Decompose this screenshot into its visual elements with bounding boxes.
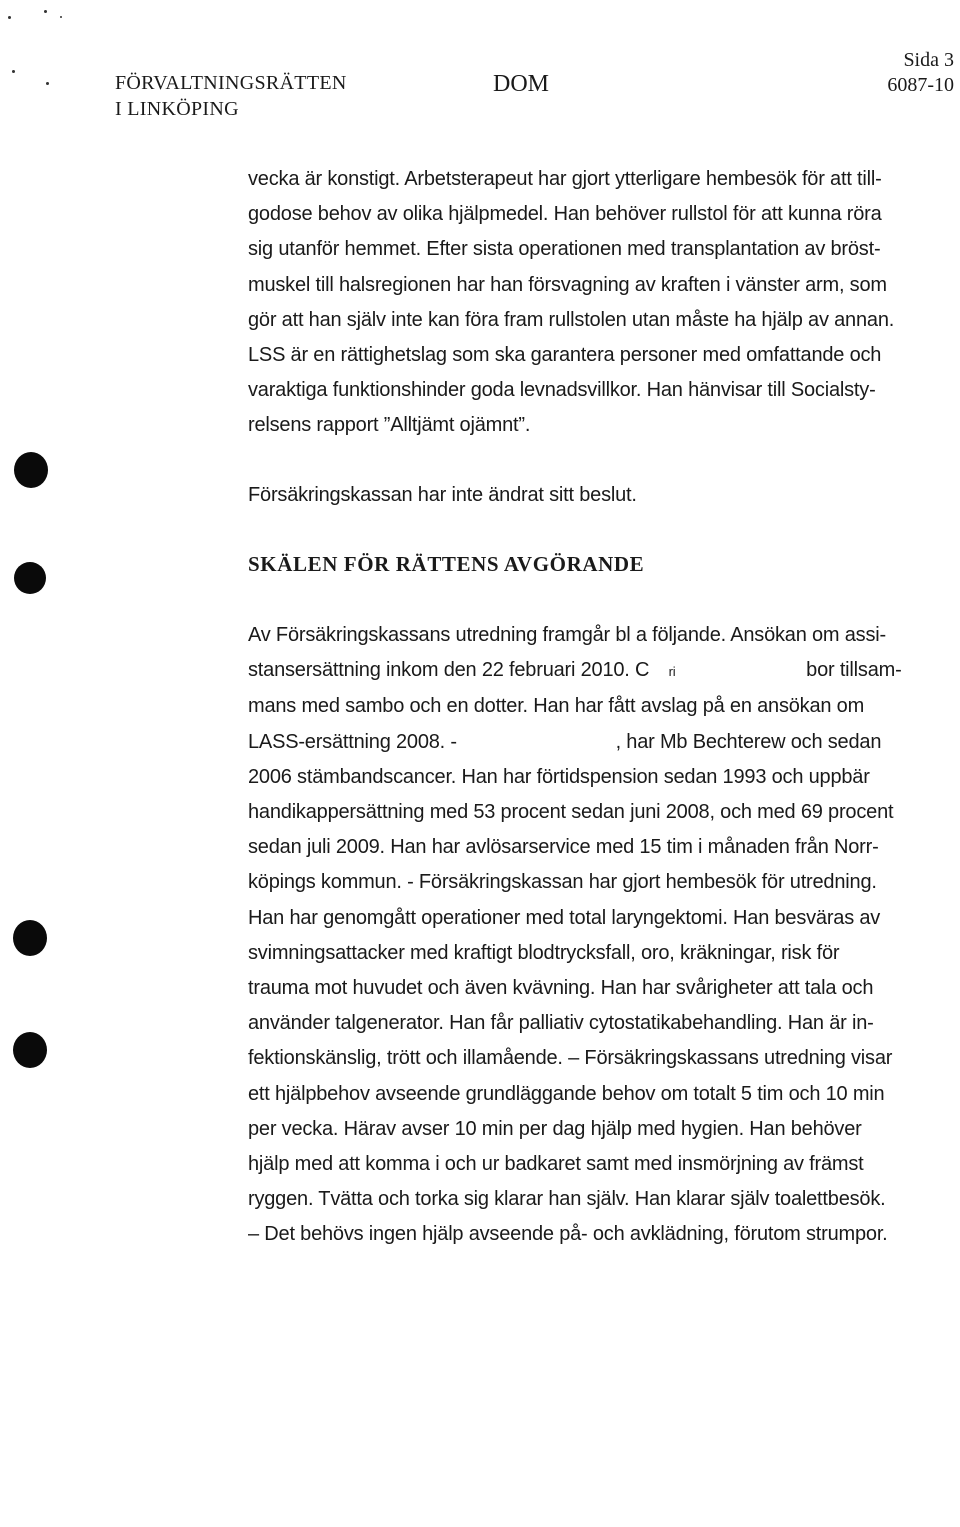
text-line: fektionskänslig, trött och illamående. – Försäkringskassans utredning visar bbox=[248, 1047, 893, 1070]
text-line: vecka är konstigt. Arbetsterapeut har gjort ytterligare hembesök för att till- bbox=[248, 168, 882, 190]
document-type: DOM bbox=[493, 71, 550, 97]
text-line: muskel till halsregionen har han försvagning av kraften i vänster arm, som bbox=[248, 273, 887, 296]
paragraph-2 bbox=[248, 478, 873, 513]
text-line: godose behov av olika hjälpmedel. Han behöver rullstol för att kunna röra bbox=[248, 203, 882, 226]
text-line: sig utanför hemmet. Efter sista operationen med transplantation av bröst- bbox=[248, 238, 881, 261]
text-line: handikappersättning med 53 procent sedan juni 2008, och med 69 procent bbox=[248, 801, 894, 824]
text-line: ryggen. Tvätta och torka sig klarar han själv. Han klarar själv toalettbesök. bbox=[248, 1188, 886, 1211]
text-line: trauma mot huvudet och även kvävning. Han har svårigheter att tala och bbox=[248, 977, 874, 1000]
text-line: använder talgenerator. Han får palliativ cytostatikabehandling. Han är in- bbox=[248, 1012, 874, 1035]
text-line: svimningsattacker med kraftigt blodtrycksfall, oro, kräkningar, risk för bbox=[248, 941, 840, 964]
case-number: 6087-10 bbox=[887, 74, 954, 96]
punch-hole bbox=[13, 1032, 47, 1068]
text-segment: ri bbox=[668, 664, 676, 680]
scan-speck bbox=[60, 16, 62, 18]
text-segment: bor tillsam- bbox=[806, 659, 902, 682]
page-label: Sida 3 bbox=[903, 49, 954, 71]
court-name bbox=[115, 70, 347, 122]
text-line: hjälp med att komma i och ur badkaret samt med insmörjning av främst bbox=[248, 1153, 864, 1176]
punch-hole bbox=[14, 562, 46, 594]
scan-speck bbox=[46, 82, 49, 85]
page-info bbox=[887, 48, 954, 98]
text-segment: stansersättning inkom den 22 februari 2010. C bbox=[248, 659, 650, 682]
text-line: Av Försäkringskassans utredning framgår bl a följande. Ansökan om assi- bbox=[248, 624, 886, 646]
text-segment: , har Mb Bechterew och sedan bbox=[615, 730, 882, 753]
scan-speck bbox=[12, 70, 15, 73]
text-line: sedan juli 2009. Han har avlösarservice med 15 tim i månaden från Norr- bbox=[248, 836, 879, 859]
text-line: 2006 stämbandscancer. Han har förtidspension sedan 1993 och uppbär bbox=[248, 765, 870, 788]
text-line: Försäkringskassan har inte ändrat sitt beslut. bbox=[248, 484, 637, 506]
court-name-line1: FÖRVALTNINGSRÄTTEN bbox=[115, 72, 347, 94]
scan-speck bbox=[8, 16, 11, 19]
section-heading: SKÄLEN FÖR RÄTTENS AVGÖRANDE bbox=[248, 552, 645, 576]
scan-speck bbox=[44, 10, 47, 13]
text-line: gör att han själv inte kan föra fram rullstolen utan måste ha hjälp av annan. bbox=[248, 308, 895, 331]
text-segment: LASS-ersättning 2008. - bbox=[248, 730, 457, 753]
text-line: mans med sambo och en dotter. Han har fått avslag på en ansökan om bbox=[248, 695, 865, 718]
punch-hole bbox=[14, 452, 48, 488]
text-line: köpings kommun. - Försäkringskassan har gjort hembesök för utredning. bbox=[248, 871, 877, 894]
paragraph-3 bbox=[248, 618, 902, 1253]
text-line: Han har genomgått operationer med total laryngektomi. Han besväras av bbox=[248, 906, 881, 929]
text-line: per vecka. Härav avser 10 min per dag hjälp med hygien. Han behöver bbox=[248, 1117, 862, 1140]
text-line: LSS är en rättighetslag som ska garantera personer med omfattande och bbox=[248, 344, 882, 367]
court-name-line2: I LINKÖPING bbox=[115, 98, 239, 120]
text-line bbox=[248, 725, 882, 760]
text-line: varaktiga funktionshinder goda levnadsvillkor. Han hänvisar till Socialsty- bbox=[248, 379, 876, 402]
paragraph-1 bbox=[248, 162, 895, 444]
text-line: – Det behövs ingen hjälp avseende på- och avklädning, förutom strumpor. bbox=[248, 1223, 888, 1246]
punch-hole bbox=[13, 920, 47, 956]
text-line: ett hjälpbehov avseende grundläggande behov om totalt 5 tim och 10 min bbox=[248, 1082, 885, 1105]
text-line bbox=[248, 653, 902, 689]
text-line: relsens rapport ”Alltjämt ojämnt”. bbox=[248, 414, 531, 437]
